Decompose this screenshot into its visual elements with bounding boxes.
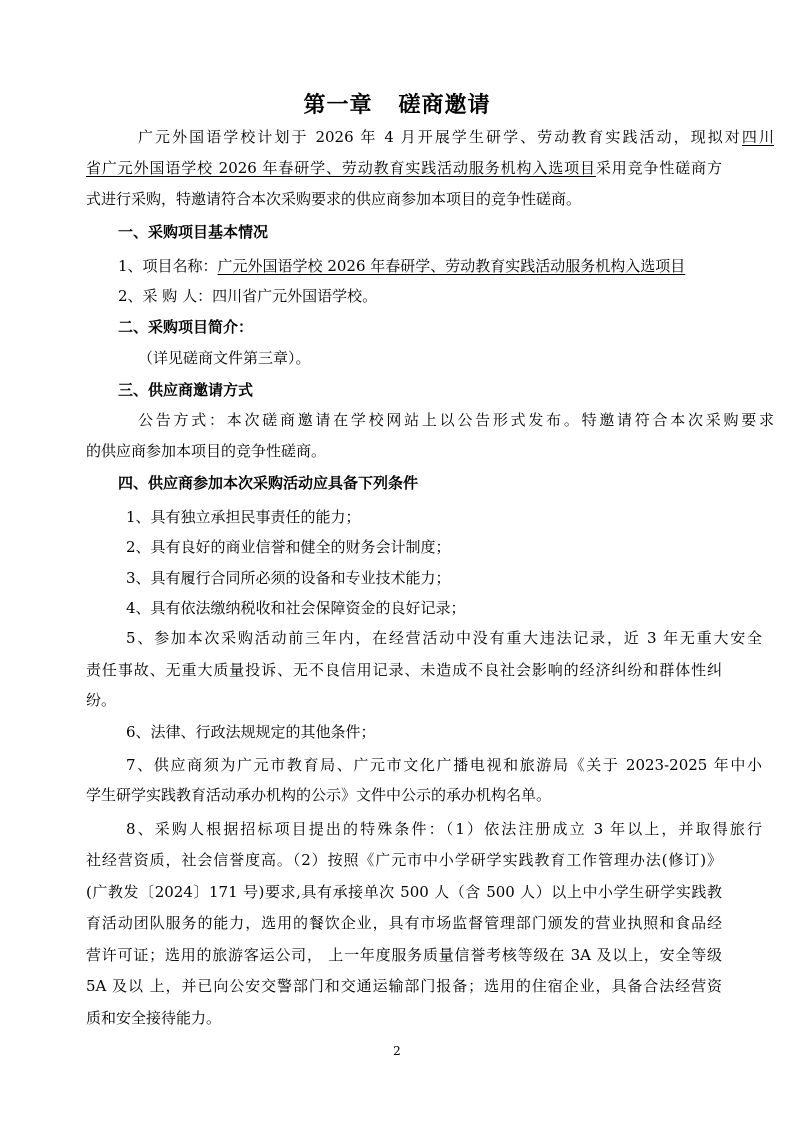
section-3-line-1: 公告方式：本次磋商邀请在学校网站上以公告形式发布。特邀请符合本次采购要求 (138, 411, 774, 429)
intro-line-2: 省广元外国语学校 2026 年春研学、劳动教育实践活动服务机构入选项目采用竞争性磋商方 (86, 159, 722, 177)
intro-line-3: 式进行采购，特邀请符合本次采购要求的供应商参加本项目的竞争性磋商。 (86, 190, 582, 208)
section-3-heading: 三、供应商邀请方式 (118, 381, 254, 399)
condition-7-line-1: 7、供应商须为广元市教育局、广元市文化广播电视和旅游局《关于 2023-2025 年中小 (126, 756, 762, 774)
section-2-text: （详见磋商文件第三章）。 (138, 349, 311, 367)
section-3-line-2: 的供应商参加本项目的竞争性磋商。 (86, 442, 327, 460)
condition-5-line-2: 责任事故、无重大质量投诉、无不良信用记录、未造成不良社会影响的经济纠纷和群体性纠 (86, 661, 722, 679)
page-number: 2 (393, 1044, 401, 1058)
project-name-item: 1、项目名称：广元外国语学校 2026 年春研学、劳动教育实践活动服务机构入选项目 (118, 257, 686, 275)
condition-8-line-4: 育活动团队服务的能力，选用的餐饮企业，具有市场监督管理部门颁发的营业执照和食品经 (86, 914, 722, 932)
intro-line-1: 广元外国语学校计划于 2026 年 4 月开展学生研学、劳动教育实践活动，现拟对四川 (138, 128, 774, 146)
project-name-link-part1: 四川 (741, 128, 774, 146)
condition-5-line-3: 纷。 (86, 691, 117, 709)
condition-3: 3、具有履行合同所必须的设备和专业技术能力； (126, 569, 451, 587)
chapter-number: 第一章 (303, 93, 373, 118)
condition-8-line-3: (广教发〔2024〕171 号)要求,具有承接单次 500 人（含 500 人）以上中小学生研学实践教 (86, 883, 722, 901)
condition-1: 1、具有独立承担民事责任的能力； (126, 508, 361, 526)
condition-8-line-1: 8、采购人根据招标项目提出的特殊条件：（1）依法注册成立 3 年以上，并取得旅行 (126, 820, 762, 838)
section-4-heading: 四、供应商参加本次采购活动应具备下列条件 (118, 474, 419, 492)
condition-8-line-7: 质和安全接待能力。 (86, 1009, 222, 1027)
chapter-title (0, 88, 794, 119)
condition-2: 2、具有良好的商业信誉和健全的财务会计制度； (126, 538, 451, 556)
chapter-name: 磋商邀请 (398, 93, 491, 118)
condition-5-line-1: 5、参加本次采购活动前三年内，在经营活动中没有重大违法记录，近 3 年无重大安全 (126, 629, 762, 647)
project-name-link-part2: 省广元外国语学校 2026 年春研学、劳动教育实践活动服务机构入选项目 (86, 159, 596, 177)
condition-8-line-5: 营许可证；选用的旅游客运公司， 上一年度服务质量信誉考核等级在 3A 及以上，安全等级 (86, 946, 722, 964)
condition-8-line-6: 5A 及以 上，并已向公安交警部门和交通运输部门报备；选用的住宿企业，具备合法经营资 (86, 977, 722, 995)
condition-7-line-2: 学生研学实践教育活动承办机构的公示》文件中公示的承办机构名单。 (86, 786, 552, 804)
section-1-heading: 一、采购项目基本情况 (118, 223, 269, 241)
project-name-value: 广元外国语学校 2026 年春研学、劳动教育实践活动服务机构入选项目 (217, 257, 686, 275)
condition-8-line-2: 社经营资质，社会信誉度高。（2）按照《广元市中小学研学实践教育工作管理办法(修订)》 (86, 851, 722, 869)
purchaser-item: 2、采 购 人：四川省广元外国语学校。 (118, 287, 378, 305)
section-2-heading: 二、采购项目简介： (118, 318, 254, 336)
condition-4: 4、具有依法缴纳税收和社会保障资金的良好记录； (126, 599, 466, 617)
condition-6: 6、法律、行政法规规定的其他条件； (126, 723, 376, 741)
